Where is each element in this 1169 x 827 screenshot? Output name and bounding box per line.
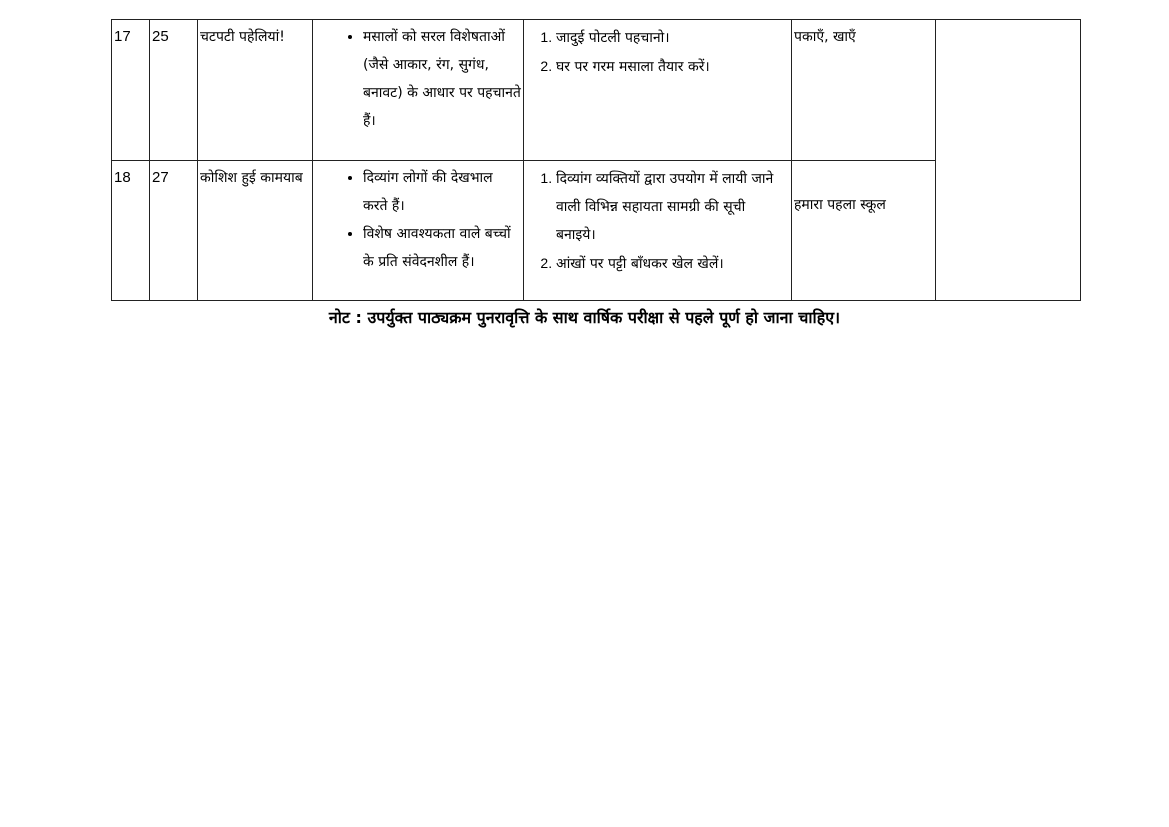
learning-outcomes-cell [313,161,524,301]
extra-activity-cell: पकाएँ, खाएँ [792,20,936,161]
lesson-title-cell [198,20,313,161]
activities-cell [524,20,792,161]
lesson-title-cell [198,161,313,301]
activity-item: 2. घर पर गरम मसाला तैयार करें। [556,52,789,81]
page-number-cell: 27 [150,161,198,301]
lesson-title: चटपटी पहेलियां! [200,29,285,45]
outcome-item: • मसालों को सरल विशेषताओं (जैसे आकार, रंग, सुगंध, बनावट) के आधार पर पहचानते हैं। [363,23,521,135]
remarks-cell [936,20,1081,301]
activity-item: 2. आंखों पर पट्टी बाँधकर खेल खेलें। [556,249,789,278]
note-text: नोट : उपर्युक्त पाठ्यक्रम पुनरावृत्ति के साथ वार्षिक परीक्षा से पहले पूर्ण हो जाना चाहिए। [328,308,841,327]
table-row [112,20,1081,161]
curriculum-table [111,19,1081,301]
serial-number-cell: 18 [112,161,150,301]
activities-cell [524,161,792,301]
table-row [112,161,1081,301]
extra-activity-cell: हमारा पहला स्कूल [792,161,936,301]
outcome-item: • विशेष आवश्यकता वाले बच्चों के प्रति संवेदनशील हैं। [363,220,521,276]
page-number-cell: 25 [150,20,198,161]
activity-item: 1. दिव्यांग व्यक्तियों द्वारा उपयोग में लायी जाने वाली विभिन्न सहायता सामग्री की सूची बनाइये। [556,164,789,249]
learning-outcomes-cell [313,20,524,161]
lesson-title: कोशिश हुई कामयाब [200,170,303,186]
outcome-item: • दिव्यांग लोगों की देखभाल करते हैं। [363,164,521,220]
serial-number-cell: 17 [112,20,150,161]
activity-item: 1. जादुई पोटली पहचानो। [556,23,789,52]
